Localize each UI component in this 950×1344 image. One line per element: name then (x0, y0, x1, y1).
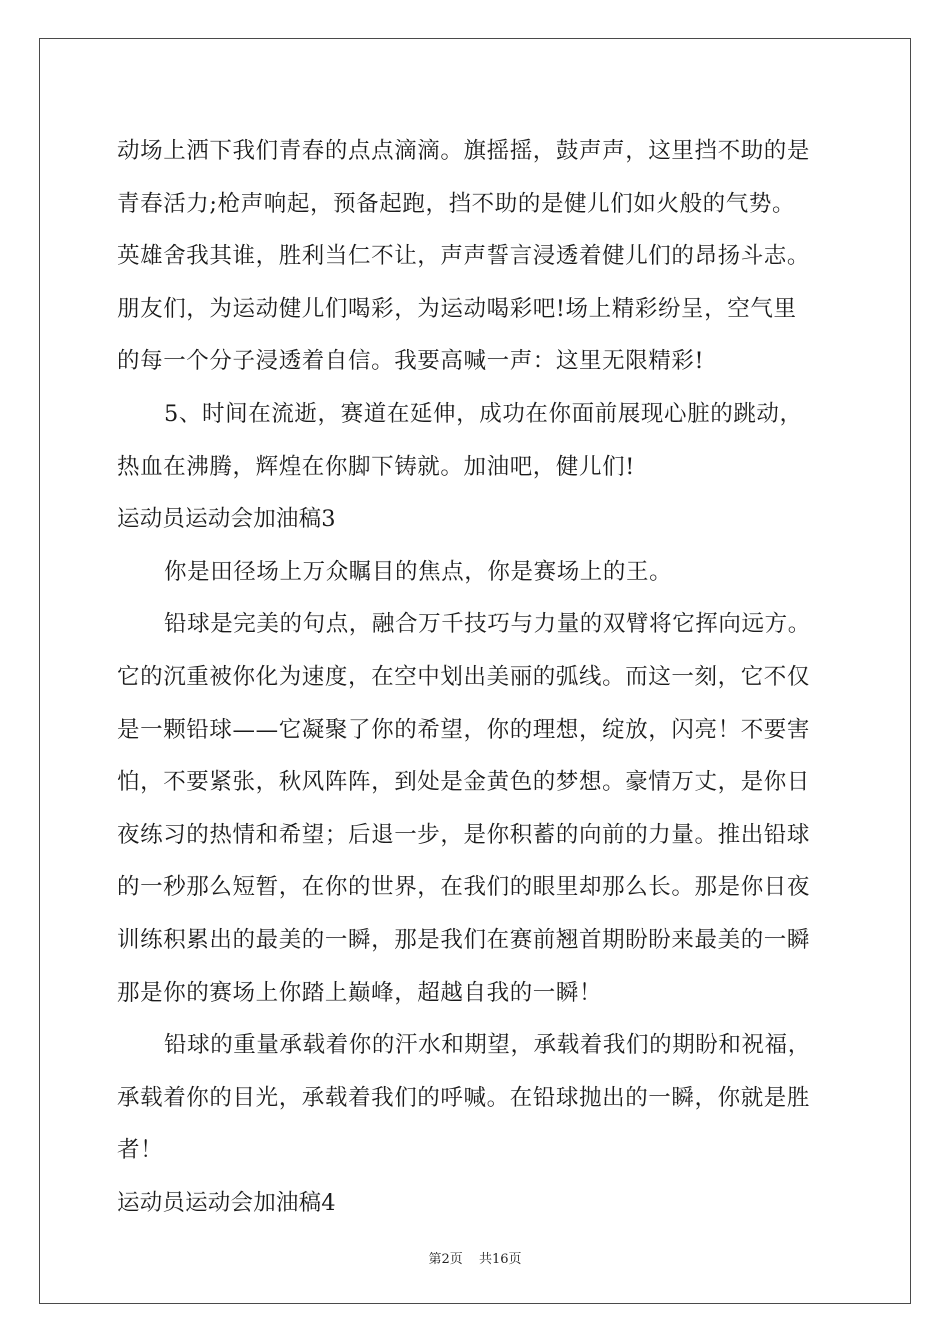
text-line: 铅球是完美的句点，融合万千技巧与力量的双臂将它挥向远方。 (164, 611, 811, 638)
text-line: 夜练习的热情和希望；后退一步，是你积蓄的向前的力量。推出铅球 (117, 821, 811, 848)
text-line: 你是田径场上万众瞩目的焦点，你是赛场上的王。 (164, 558, 673, 585)
text-line: 是一颗铅球——它凝聚了你的希望，你的理想，绽放，闪亮！不要害 (117, 716, 811, 743)
section-heading-4: 运动员运动会加油稿4 (117, 1189, 336, 1216)
page-number: 第2页 (428, 1252, 463, 1267)
text-line: 那是你的赛场上你踏上巅峰，超越自我的一瞬！ (117, 979, 603, 1006)
page-total: 共16页 (478, 1252, 522, 1267)
text-line: 朋友们，为运动健儿们喝彩，为运动喝彩吧!场上精彩纷呈，空气里 (117, 295, 797, 322)
text-line: 者！ (117, 1137, 164, 1164)
text-line: 铅球的重量承载着你的汗水和期望，承载着我们的期盼和祝福， (164, 1032, 811, 1059)
page-footer (0, 1248, 950, 1267)
text-line: 动场上洒下我们青春的点点滴滴。旗摇摇，鼓声声，这里挡不助的是 (117, 138, 811, 164)
text-line: 的一秒那么短暂，在你的世界，在我们的眼里却那么长。那是你日夜 (117, 874, 811, 901)
text-line: 怕，不要紧张，秋风阵阵，到处是金黄色的梦想。豪情万丈，是你日 (117, 769, 811, 796)
text-line: 英雄舍我其谁，胜利当仁不让，声声誓言浸透着健儿们的昂扬斗志。 (117, 243, 811, 270)
text-line: 5、时间在流逝，赛道在延伸，成功在你面前展现心脏的跳动， (164, 400, 803, 427)
text-line: 的每一个分子浸透着自信。我要高喊一声：这里无限精彩! (117, 348, 705, 375)
text-line: 训练积累出的最美的一瞬，那是我们在赛前翘首期盼盼来最美的一瞬 (117, 926, 811, 953)
text-line: 它的沉重被你化为速度，在空中划出美丽的弧线。而这一刻，它不仅 (117, 663, 811, 690)
document-body (117, 128, 837, 1232)
section-heading-3: 运动员运动会加油稿3 (117, 506, 336, 533)
text-line: 热血在沸腾，辉煌在你脚下铸就。加油吧，健儿们! (117, 453, 635, 480)
text-line: 青春活力;枪声响起，预备起跑，挡不助的是健儿们如火般的气势。 (117, 190, 796, 217)
text-line: 承载着你的目光，承载着我们的呼喊。在铅球抛出的一瞬，你就是胜 (117, 1084, 811, 1111)
